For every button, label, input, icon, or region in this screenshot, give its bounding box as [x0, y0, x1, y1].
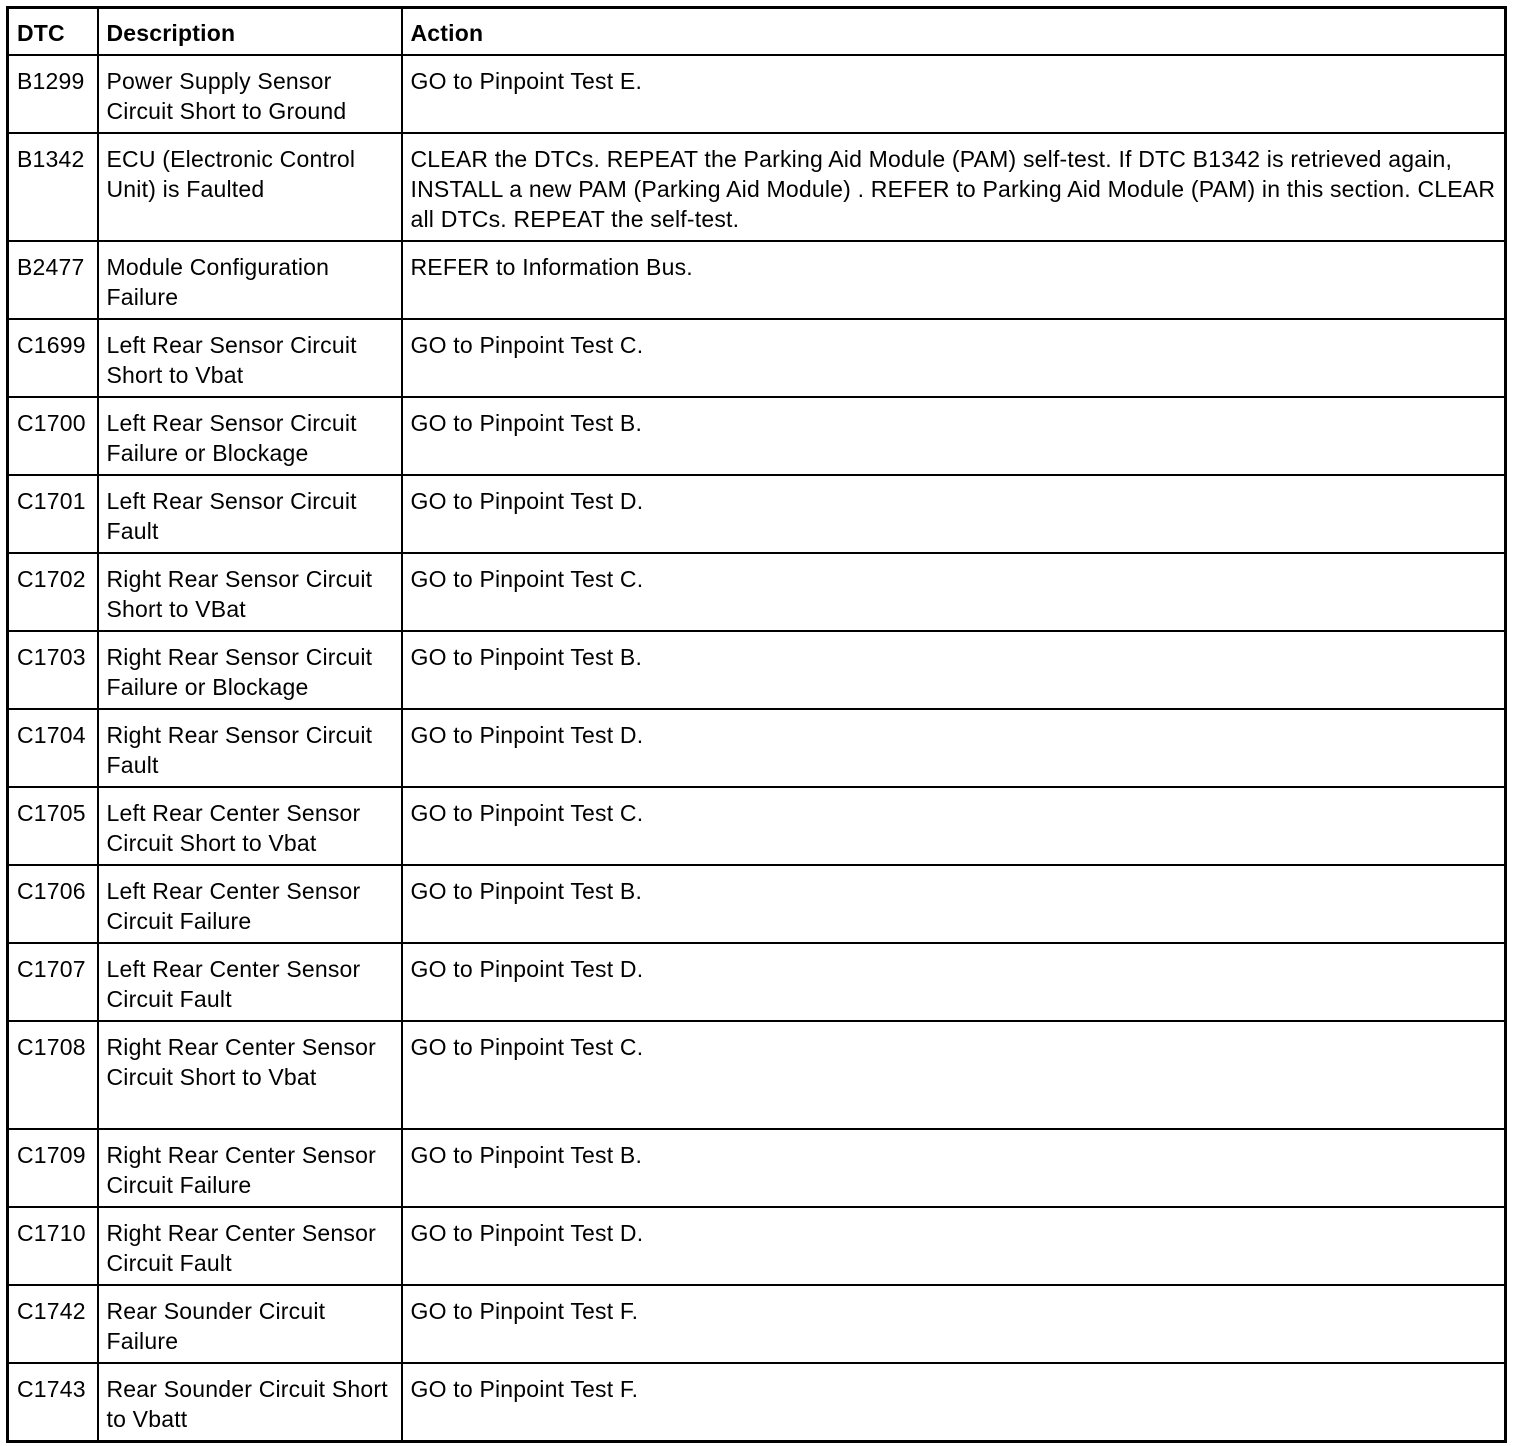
- table-row: [8, 133, 1506, 241]
- dtc-code: C1706: [8, 865, 98, 943]
- dtc-description: Rear Sounder Circuit Failure: [98, 1285, 402, 1363]
- table-row: [8, 319, 1506, 397]
- dtc-description: Right Rear Sensor Circuit Failure or Blockage: [98, 631, 402, 709]
- dtc-description: Left Rear Sensor Circuit Failure or Blockage: [98, 397, 402, 475]
- table-row: [8, 1207, 1506, 1285]
- dtc-code: C1742: [8, 1285, 98, 1363]
- dtc-action: GO to Pinpoint Test D.: [402, 1207, 1506, 1285]
- dtc-action: GO to Pinpoint Test C.: [402, 319, 1506, 397]
- dtc-description: Right Rear Center Sensor Circuit Failure: [98, 1129, 402, 1207]
- dtc-code: C1701: [8, 475, 98, 553]
- dtc-code: B1299: [8, 55, 98, 133]
- table-row: [8, 475, 1506, 553]
- dtc-action: GO to Pinpoint Test D.: [402, 709, 1506, 787]
- dtc-action: GO to Pinpoint Test E.: [402, 55, 1506, 133]
- dtc-code: C1703: [8, 631, 98, 709]
- dtc-action: GO to Pinpoint Test F.: [402, 1285, 1506, 1363]
- dtc-code: C1710: [8, 1207, 98, 1285]
- header-description: Description: [98, 8, 402, 56]
- dtc-action: GO to Pinpoint Test D.: [402, 943, 1506, 1021]
- table-row: [8, 631, 1506, 709]
- dtc-action: REFER to Information Bus.: [402, 241, 1506, 319]
- dtc-action: GO to Pinpoint Test C.: [402, 787, 1506, 865]
- table-row: [8, 55, 1506, 133]
- dtc-description: ECU (Electronic Control Unit) is Faulted: [98, 133, 402, 241]
- dtc-action: GO to Pinpoint Test B.: [402, 865, 1506, 943]
- dtc-code: B2477: [8, 241, 98, 319]
- table-row: [8, 1021, 1506, 1129]
- dtc-description: Rear Sounder Circuit Short to Vbatt: [98, 1363, 402, 1442]
- table-row: [8, 865, 1506, 943]
- header-action: Action: [402, 8, 1506, 56]
- dtc-description: Left Rear Center Sensor Circuit Fault: [98, 943, 402, 1021]
- dtc-description: Right Rear Sensor Circuit Fault: [98, 709, 402, 787]
- dtc-description: Right Rear Center Sensor Circuit Short to Vbat: [98, 1021, 402, 1129]
- dtc-description: Left Rear Center Sensor Circuit Short to Vbat: [98, 787, 402, 865]
- table-row: [8, 709, 1506, 787]
- dtc-action: GO to Pinpoint Test B.: [402, 1129, 1506, 1207]
- dtc-description: Right Rear Sensor Circuit Short to VBat: [98, 553, 402, 631]
- dtc-description: Left Rear Sensor Circuit Short to Vbat: [98, 319, 402, 397]
- dtc-code: C1699: [8, 319, 98, 397]
- dtc-description: Right Rear Center Sensor Circuit Fault: [98, 1207, 402, 1285]
- table-row: [8, 787, 1506, 865]
- dtc-code: C1700: [8, 397, 98, 475]
- table-row: [8, 1285, 1506, 1363]
- dtc-code: C1702: [8, 553, 98, 631]
- dtc-code: C1707: [8, 943, 98, 1021]
- dtc-table: [6, 6, 1507, 1443]
- table-row: [8, 241, 1506, 319]
- table-header-row: [8, 8, 1506, 56]
- table-row: [8, 1129, 1506, 1207]
- dtc-action: CLEAR the DTCs. REPEAT the Parking Aid Module (PAM) self-test. If DTC B1342 is retrieved again, INSTALL a new PAM (Parking Aid Module) . REFER to Parking Aid Module (PAM) in this section. CLEAR all DTCs. REPEAT the self-test.: [402, 133, 1506, 241]
- dtc-code: C1705: [8, 787, 98, 865]
- dtc-code: C1709: [8, 1129, 98, 1207]
- dtc-description: Module Configuration Failure: [98, 241, 402, 319]
- table-row: [8, 1363, 1506, 1442]
- table-row: [8, 397, 1506, 475]
- dtc-action: GO to Pinpoint Test B.: [402, 397, 1506, 475]
- dtc-action: GO to Pinpoint Test C.: [402, 553, 1506, 631]
- dtc-code: C1704: [8, 709, 98, 787]
- dtc-code: B1342: [8, 133, 98, 241]
- dtc-description: Left Rear Sensor Circuit Fault: [98, 475, 402, 553]
- dtc-action: GO to Pinpoint Test B.: [402, 631, 1506, 709]
- dtc-code: C1708: [8, 1021, 98, 1129]
- table-row: [8, 943, 1506, 1021]
- dtc-action: GO to Pinpoint Test D.: [402, 475, 1506, 553]
- dtc-description: Left Rear Center Sensor Circuit Failure: [98, 865, 402, 943]
- dtc-code: C1743: [8, 1363, 98, 1442]
- table-row: [8, 553, 1506, 631]
- dtc-description: Power Supply Sensor Circuit Short to Ground: [98, 55, 402, 133]
- header-dtc: DTC: [8, 8, 98, 56]
- dtc-action: GO to Pinpoint Test F.: [402, 1363, 1506, 1442]
- dtc-action: GO to Pinpoint Test C.: [402, 1021, 1506, 1129]
